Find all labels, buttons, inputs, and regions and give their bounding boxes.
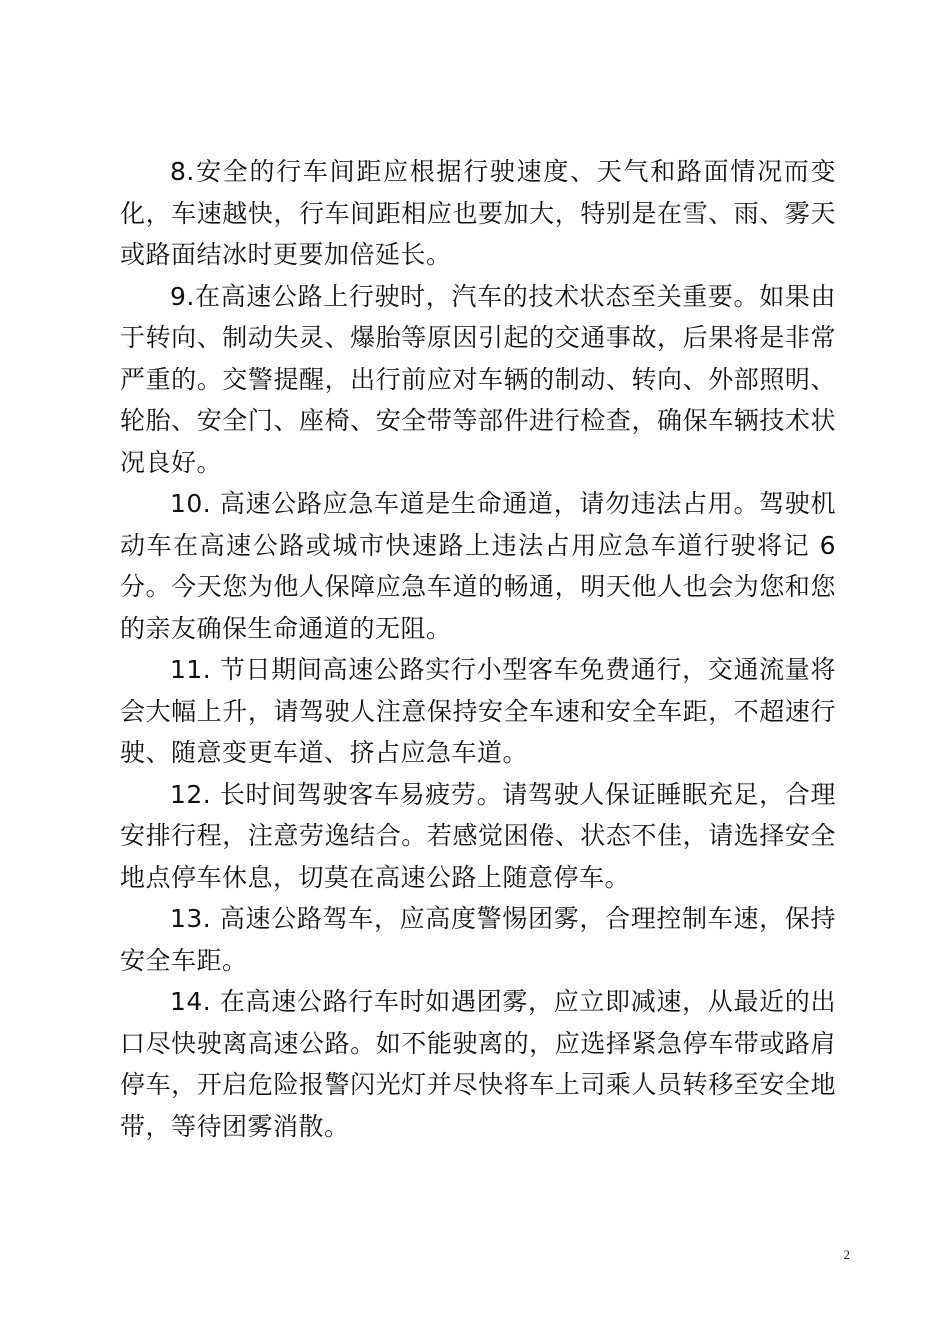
document-body [120, 151, 836, 1147]
page-number: 2 [843, 1247, 850, 1262]
paragraph-item-13: 13. 高速公路驾车，应高度警惕团雾，合理控制车速，保持安全车距。 [120, 904, 836, 975]
paragraph-item-12: 12. 长时间驾驶客车易疲劳。请驾驶人保证睡眠充足，合理安排行程，注意劳逸结合。若感觉困倦、状态不佳，请选择安全地点停车休息，切莫在高速公路上随意停车。 [120, 779, 836, 892]
paragraph-item-10: 10. 高速公路应急车道是生命通道，请勿违法占用。驾驶机动车在高速公路或城市快速路上违法占用应急车道行驶将记 6 分。今天您为他人保障应急车道的畅通，明天他人也会为您和您的亲友确保生命通道的无阻。 [120, 489, 836, 643]
paragraph-item-11: 11. 节日期间高速公路实行小型客车免费通行，交通流量将会大幅上升，请驾驶人注意保持安全车速和安全车距，不超速行驶、随意变更车道、挤占应急车道。 [120, 655, 836, 767]
paragraph-item-9: 9.在高速公路上行驶时，汽车的技术状态至关重要。如果由于转向、制动失灵、爆胎等原因引起的交通事故，后果将是非常严重的。交警提醒，出行前应对车辆的制动、转向、外部照明、轮胎、安全门、座椅、安全带等部件进行检查，确保车辆技术状况良好。 [120, 281, 836, 477]
paragraph-item-14: 14. 在高速公路行车时如遇团雾，应立即减速，从最近的出口尽快驶离高速公路。如不能驶离的，应选择紧急停车带或路肩停车，开启危险报警闪光灯并尽快将车上司乘人员转移至安全地带，等待团雾消散。 [120, 987, 836, 1141]
paragraph-item-8: 8.安全的行车间距应根据行驶速度、天气和路面情况而变化，车速越快，行车间距相应也要加大，特别是在雪、雨、雾天或路面结冰时更要加倍延长。 [120, 157, 836, 269]
